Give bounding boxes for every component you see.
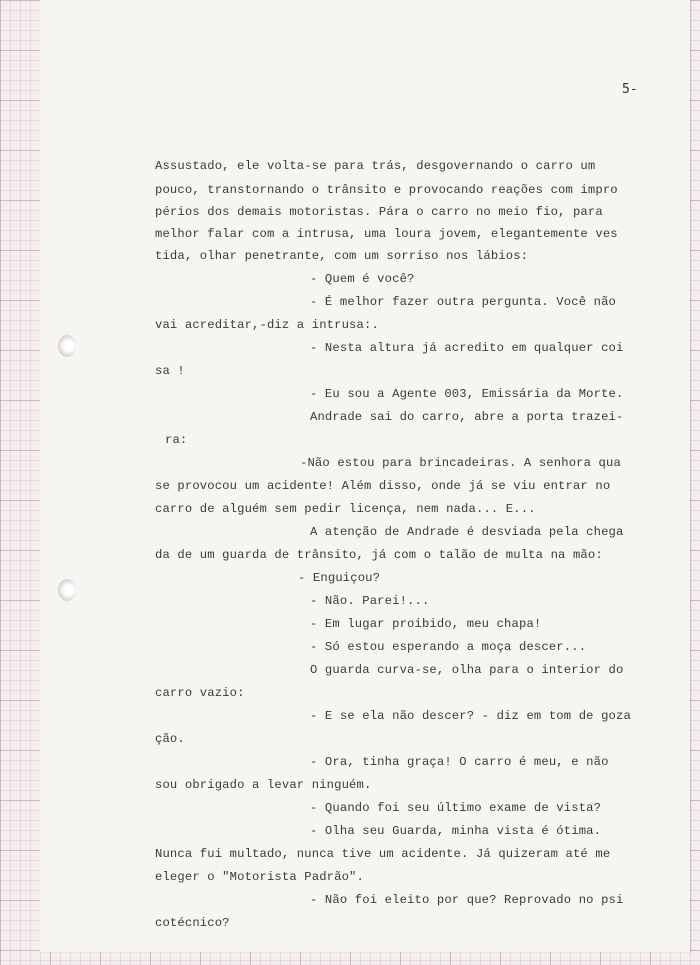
text-line: carro vazio: [155,686,245,700]
text-line: sa ! [155,364,185,378]
text-line: da de um guarda de trânsito, já com o talão de multa na mão: [155,548,603,562]
text-line: A atenção de Andrade é desviada pela chega [310,525,624,539]
text-line: -Não estou para brincadeiras. A senhora qua [300,456,621,470]
text-line: - Em lugar proibido, meu chapa! [310,617,542,631]
text-line: melhor falar com a intrusa, uma loura jovem, elegantemente ves [155,227,618,241]
text-line: ção. [155,732,185,746]
punch-hole-bottom [58,579,76,601]
text-line: - Enguiçou? [298,571,381,585]
text-line: périos dos demais motoristas. Pára o carro no meio fio, para [155,205,603,219]
text-line: carro de alguém sem pedir licença, nem nada... E... [155,502,536,516]
text-line: - Nesta altura já acredito em qualquer coi [310,341,624,355]
text-line: ra: [165,433,188,447]
text-line: sou obrigado a levar ninguém. [155,778,372,792]
text-line: cotécnico? [155,916,230,930]
page-number: 5- [622,82,638,97]
text-line: tida, olhar penetrante, com um sorriso nos lábios: [155,249,529,263]
text-line: - Eu sou a Agente 003, Emissária da Morte. [310,387,624,401]
text-line: - E se ela não descer? - diz em tom de goza [310,709,631,723]
text-line: - Ora, tinha graça! O carro é meu, e não [310,755,609,769]
text-line: vai acreditar,-diz a intrusa:. [155,318,379,332]
text-line: - Só estou esperando a moça descer... [310,640,587,654]
text-line: O guarda curva-se, olha para o interior do [310,663,624,677]
text-line: - Não foi eleito por que? Reprovado no psi [310,893,624,907]
text-line: - Não. Parei!... [310,594,430,608]
text-line: - É melhor fazer outra pergunta. Você não [310,295,617,309]
text-line: eleger o "Motorista Padrão". [155,870,364,884]
text-line: pouco, transtornando o trânsito e provocando reações com impro [155,183,618,197]
text-line: Andrade sai do carro, abre a porta trazei- [310,410,624,424]
punch-hole-top [58,335,76,357]
text-line: - Olha seu Guarda, minha vista é ótima. [310,824,602,838]
text-line: - Quem é você? [310,272,415,286]
text-line: Nunca fui multado, nunca tive um acidente. Já quizeram até me [155,847,611,861]
text-line: Assustado, ele volta-se para trás, desgovernando o carro um [155,159,596,173]
text-line: se provocou um acidente! Além disso, onde já se viu entrar no [155,479,611,493]
text-line: - Quando foi seu último exame de vista? [310,801,602,815]
